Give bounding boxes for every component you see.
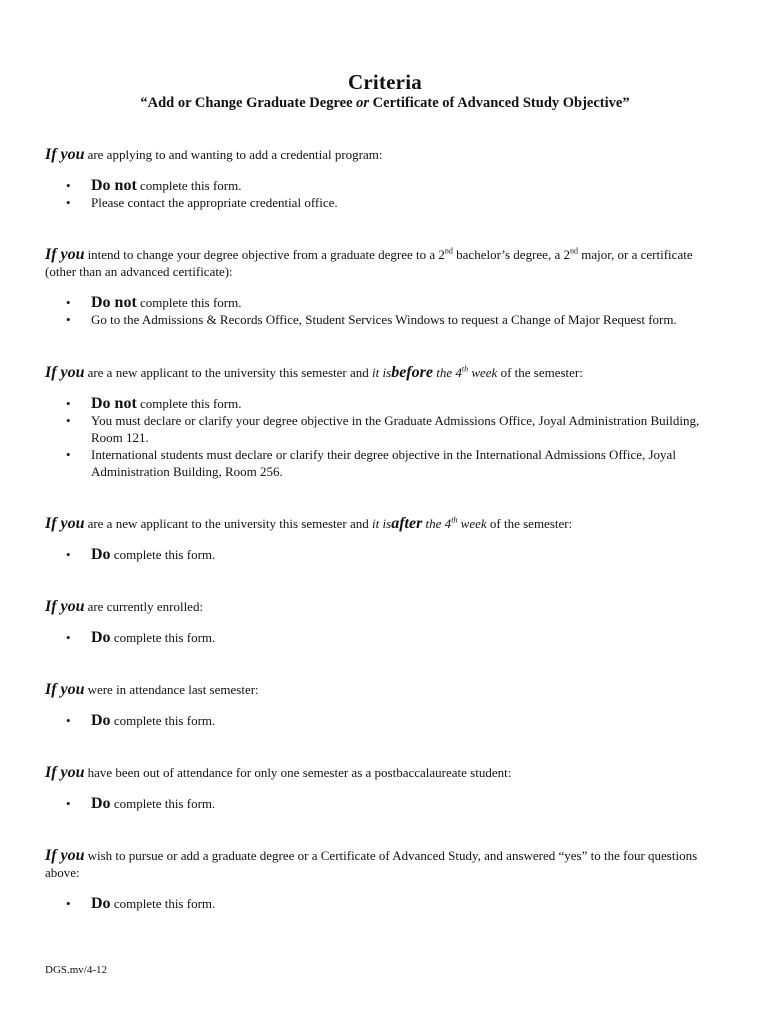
if-you-label: If you (45, 515, 85, 532)
lead-text: the 4 (422, 516, 452, 531)
lead-text: were in attendance last semester: (87, 682, 259, 697)
list-item (45, 895, 725, 912)
bullet-icon: • (66, 295, 71, 310)
section-lead (45, 681, 725, 698)
item-text: complete this form. (110, 547, 216, 562)
bullet-list (45, 795, 725, 812)
section-lead (45, 515, 725, 532)
list-item (45, 446, 725, 480)
lead-text: are a new applicant to the university this semester and (87, 365, 373, 380)
list-item (45, 712, 725, 729)
bullet-icon: • (66, 547, 71, 562)
item-text: You must declare or clarify your degree objective in the Graduate Admissions Office, Joyal Administration Building, Room 121. (91, 413, 700, 445)
list-item (45, 412, 725, 446)
list-item (45, 177, 725, 194)
criteria-section-4 (45, 515, 725, 563)
bullet-list (45, 712, 725, 729)
lead-text: have been out of attendance for only one semester as a postbaccalaureate student: (87, 765, 512, 780)
if-you-label: If you (45, 246, 85, 263)
emphasis-text: before (391, 364, 433, 381)
emphasis-text: Do not (91, 177, 137, 194)
bullet-icon: • (66, 396, 71, 411)
lead-text: bachelor’s degree, a 2 (452, 247, 570, 262)
item-text: complete this form. (110, 713, 216, 728)
item-text: complete this form. (136, 396, 242, 411)
subtitle-or: or (356, 95, 370, 111)
list-item (45, 629, 725, 646)
emphasis-text: Do (91, 895, 111, 912)
criteria-section-5 (45, 598, 725, 646)
bullet-list (45, 629, 725, 646)
emphasis-text: Do not (91, 395, 137, 412)
superscript: th (461, 364, 469, 374)
lead-text: of the semester: (486, 516, 573, 531)
list-item (45, 395, 725, 412)
item-text: complete this form. (110, 796, 216, 811)
bullet-icon: • (66, 178, 71, 193)
bullet-list (45, 395, 725, 480)
if-you-label: If you (45, 146, 85, 163)
bullet-icon: • (66, 312, 71, 327)
page-subtitle (0, 95, 770, 112)
bullet-icon: • (66, 195, 71, 210)
lead-text: the 4 (432, 365, 462, 380)
criteria-section-7 (45, 764, 725, 812)
criteria-section-2 (45, 246, 725, 328)
section-lead (45, 764, 725, 781)
section-lead (45, 847, 725, 881)
section-lead (45, 146, 725, 163)
lead-text: it is (372, 365, 392, 380)
list-item (45, 311, 725, 328)
lead-text: week (457, 516, 487, 531)
criteria-section-8 (45, 847, 725, 912)
bullet-icon: • (66, 413, 71, 428)
subtitle-open: “Add or Change Graduate Degree (140, 95, 357, 111)
emphasis-text: after (391, 515, 423, 532)
lead-text: it is (372, 516, 392, 531)
item-text: complete this form. (110, 896, 216, 911)
item-text: Go to the Admissions & Records Office, Student Services Windows to request a Change of Major Request form. (91, 312, 677, 327)
emphasis-text: Do (91, 629, 111, 646)
lead-text: are a new applicant to the university this semester and (87, 516, 373, 531)
superscript: th (451, 515, 458, 525)
footer-code: DGS.mv/4-12 (45, 964, 108, 976)
emphasis-text: Do not (91, 294, 137, 311)
item-text: Please contact the appropriate credential office. (91, 195, 338, 210)
lead-text: are currently enrolled: (87, 599, 204, 614)
bullet-icon: • (66, 447, 71, 462)
if-you-label: If you (45, 681, 85, 698)
emphasis-text: Do (91, 546, 111, 563)
superscript: nd (569, 246, 578, 256)
list-item (45, 194, 725, 211)
page-title: Criteria (348, 70, 422, 94)
lead-text: of the semester: (497, 365, 583, 380)
lead-text: week (468, 365, 498, 380)
bullet-list (45, 895, 725, 912)
if-you-label: If you (45, 364, 85, 381)
list-item (45, 546, 725, 563)
section-lead (45, 246, 725, 280)
bullet-icon: • (66, 713, 71, 728)
section-lead (45, 364, 725, 381)
bullet-icon: • (66, 630, 71, 645)
emphasis-text: Do (91, 712, 111, 729)
superscript: nd (444, 246, 453, 256)
if-you-label: If you (45, 847, 85, 864)
if-you-label: If you (45, 598, 85, 615)
section-lead (45, 598, 725, 615)
bullet-list (45, 294, 725, 328)
bullet-list (45, 177, 725, 211)
criteria-section-6 (45, 681, 725, 729)
subtitle-close: Certificate of Advanced Study Objective” (369, 95, 630, 111)
criteria-section-3 (45, 364, 725, 480)
item-text: complete this form. (110, 630, 216, 645)
lead-text: major, or a certificate (other than an advanced certificate): (45, 247, 693, 279)
lead-text: wish to pursue or add a graduate degree or a Certificate of Advanced Study, and answered “yes” to the four questions above: (45, 848, 698, 880)
list-item (45, 795, 725, 812)
criteria-section-1 (45, 146, 725, 211)
emphasis-text: Do (91, 795, 111, 812)
item-text: International students must declare or clarify their degree objective in the International Admissions Office, Joyal Administration Building, Room 256. (91, 447, 676, 479)
lead-text: are applying to and wanting to add a credential program: (87, 147, 383, 162)
bullet-icon: • (66, 796, 71, 811)
if-you-label: If you (45, 764, 85, 781)
bullet-list (45, 546, 725, 563)
item-text: complete this form. (136, 295, 242, 310)
bullet-icon: • (66, 896, 71, 911)
item-text: complete this form. (136, 178, 242, 193)
lead-text: intend to change your degree objective from a graduate degree to a 2 (87, 247, 445, 262)
list-item (45, 294, 725, 311)
